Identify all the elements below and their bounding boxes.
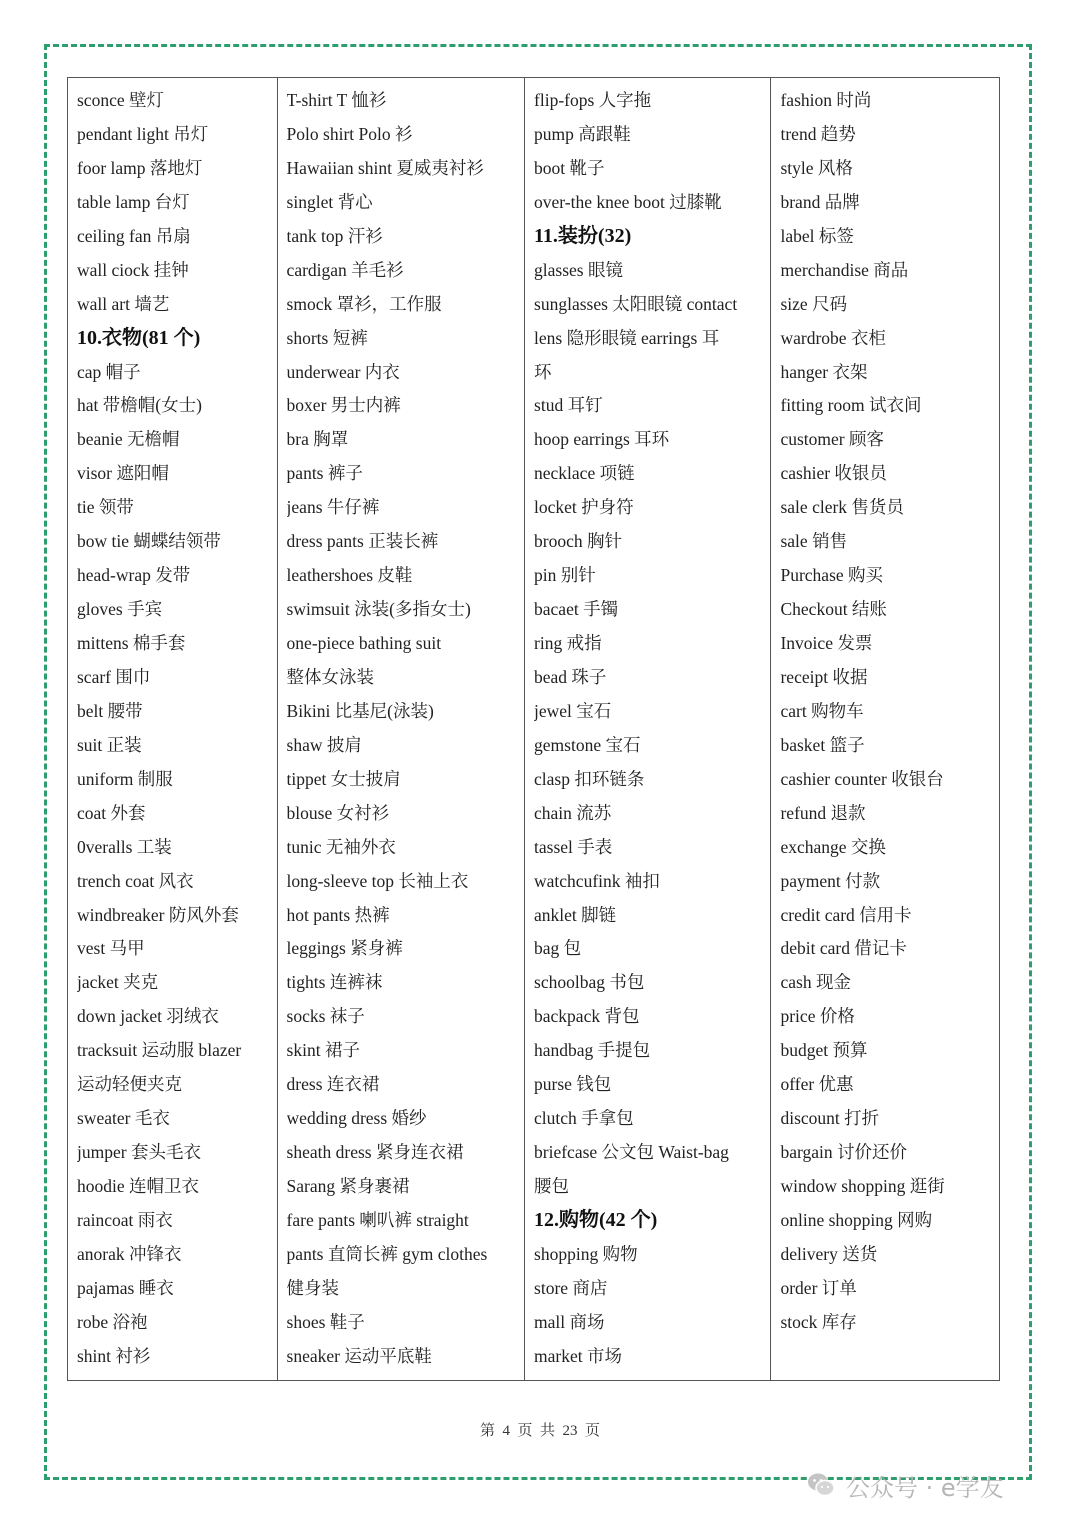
- vocab-entry: visor 遮阳帽: [77, 463, 169, 484]
- vocab-entry: locket 护身符: [534, 497, 634, 518]
- vocab-entry: hot pants 热裤: [286, 904, 390, 925]
- vocab-entry: tassel 手表: [534, 836, 613, 857]
- vocab-entry: raincoat 雨衣: [77, 1209, 173, 1230]
- vocab-entry: refund 退款: [780, 802, 866, 823]
- vocab-entry: hoodie 连帽卫衣: [77, 1176, 200, 1196]
- vocab-entry: wedding dress 婚纱: [286, 1108, 427, 1129]
- vocab-entry: cap 帽子: [77, 361, 141, 382]
- vocab-entry: suit 正装: [77, 734, 142, 755]
- vocab-entry: gloves 手宾: [77, 599, 163, 620]
- vocab-entry: flip-fops 人字拖: [534, 90, 652, 110]
- vocab-entry: wall art 墙艺: [77, 293, 170, 314]
- vocab-entry: bacaet 手镯: [534, 599, 619, 620]
- vocab-entry: wall ciock 挂钟: [77, 259, 189, 280]
- vocab-entry: dress pants 正装长裤: [286, 531, 439, 552]
- vocab-entry: bow tie 蝴蝶结领带: [77, 531, 221, 552]
- vocab-entry: shorts 短裤: [286, 327, 368, 348]
- vocab-entry: coat 外套: [77, 802, 146, 823]
- vocab-entry: shopping 购物: [534, 1243, 638, 1264]
- vocab-entry: trench coat 风衣: [77, 870, 194, 891]
- vocab-entry: 运动轻便夹克: [77, 1074, 182, 1095]
- vocab-entry: 健身装: [286, 1277, 340, 1298]
- vocab-entry: sunglasses 太阳眼镜 contact: [534, 293, 738, 314]
- vocab-entry: handbag 手提包: [534, 1040, 651, 1061]
- vocab-entry: sheath dress 紧身连衣裙: [286, 1142, 464, 1163]
- vocab-entry: ceiling fan 吊扇: [77, 225, 191, 246]
- vocab-entry: cashier counter 收银台: [780, 768, 944, 789]
- vocab-entry: budget 预算: [780, 1040, 868, 1061]
- vocab-entry: mittens 棉手套: [77, 633, 186, 653]
- vocab-entry: watchcufink 袖扣: [534, 870, 660, 891]
- vocab-entry: Checkout 结账: [780, 599, 887, 620]
- vocab-entry: debit card 借记卡: [780, 938, 907, 959]
- vocab-entry: sneaker 运动平底鞋: [286, 1345, 432, 1366]
- vocab-entry: clutch 手拿包: [534, 1108, 634, 1129]
- vocab-entry: shint 衬衫: [77, 1345, 151, 1366]
- vocab-entry: Polo shirt Polo 衫: [286, 123, 413, 144]
- vocab-entry: shaw 披肩: [286, 734, 362, 755]
- vocab-entry: table lamp 台灯: [77, 191, 190, 212]
- vocab-entry: jewel 宝石: [534, 700, 612, 721]
- vocab-entry: label 标签: [780, 225, 854, 246]
- vocab-entry: glasses 眼镜: [534, 259, 623, 280]
- page-number-footer: 第 4 页 共 23 页: [479, 1423, 600, 1439]
- vocab-entry: tracksuit 运动服 blazer: [77, 1040, 242, 1061]
- vocab-entry: tights 连裤袜: [286, 972, 383, 993]
- vocab-entry: sale clerk 售货员: [780, 497, 904, 518]
- vocab-entry: stock 库存: [780, 1311, 857, 1332]
- vocab-entry: jumper 套头毛衣: [77, 1142, 201, 1163]
- vocab-entry: Bikini 比基尼(泳装): [286, 700, 434, 721]
- vocab-entry: pendant light 吊灯: [77, 123, 209, 144]
- vocab-entry: stud 耳钉: [534, 395, 603, 416]
- vocab-entry: cardigan 羊毛衫: [286, 259, 404, 280]
- vocab-entry: robe 浴袍: [77, 1311, 148, 1332]
- vocab-entry: jacket 夹克: [77, 972, 159, 993]
- vocab-entry: tippet 女士披肩: [286, 768, 401, 789]
- vocab-entry: uniform 制服: [77, 768, 173, 789]
- vocab-entry: sale 销售: [780, 531, 848, 552]
- vocab-entry: hoop earrings 耳环: [534, 429, 670, 450]
- vocab-entry: necklace 项链: [534, 463, 635, 484]
- vocab-entry: 环: [534, 361, 552, 382]
- vocab-entry: fitting room 试衣间: [780, 395, 922, 416]
- vocab-entry: boot 靴子: [534, 157, 605, 178]
- vocab-entry: over-the knee boot 过膝靴: [534, 191, 722, 212]
- vocab-entry: pajamas 睡衣: [77, 1277, 174, 1298]
- vocab-entry: store 商店: [534, 1277, 608, 1298]
- vocab-entry: bag 包: [534, 938, 582, 959]
- vocab-entry: 整体女泳装: [286, 666, 375, 687]
- wechat-icon: [806, 1470, 836, 1500]
- vocab-entry: foor lamp 落地灯: [77, 157, 203, 178]
- vocab-entry: schoolbag 书包: [534, 972, 645, 993]
- vocab-entry: windbreaker 防风外套: [77, 904, 239, 925]
- vocab-entry: Sarang 紧身裹裙: [286, 1176, 410, 1196]
- vocab-entry: underwear 内衣: [286, 361, 400, 382]
- vocab-entry: purse 钱包: [534, 1074, 612, 1095]
- section-heading: 10.衣物(81 个): [77, 326, 201, 349]
- vocab-entry: trend 趋势: [780, 123, 856, 144]
- vocab-entry: receipt 收据: [780, 666, 868, 687]
- vocab-entry: customer 顾客: [780, 429, 885, 450]
- vocab-entry: head-wrap 发带: [77, 565, 191, 586]
- vocab-entry: leggings 紧身裤: [286, 938, 403, 959]
- vocab-entry: singlet 背心: [286, 191, 373, 212]
- vocab-entry: skint 裙子: [286, 1040, 360, 1061]
- vocab-entry: Invoice 发票: [780, 633, 873, 653]
- vocab-entry: one-piece bathing suit: [286, 633, 442, 653]
- vocab-entry: anorak 冲锋衣: [77, 1243, 182, 1264]
- vocab-entry: gemstone 宝石: [534, 734, 641, 755]
- vocab-entry: anklet 脚链: [534, 904, 617, 925]
- vocab-entry: dress 连衣裙: [286, 1074, 380, 1095]
- section-heading: 11.装扮(32): [534, 224, 632, 247]
- vocab-entry: exchange 交换: [780, 836, 886, 857]
- vocab-entry: 0veralls 工装: [77, 836, 172, 857]
- watermark-text: 公众号 · e学友: [846, 1473, 1004, 1502]
- vocab-entry: brooch 胸针: [534, 531, 622, 552]
- table-column-2: [278, 78, 525, 1380]
- vocab-entry: belt 腰带: [77, 700, 143, 721]
- table-column-1: [68, 78, 278, 1380]
- vocab-entry: payment 付款: [780, 870, 881, 891]
- vocab-entry: blouse 女衬衫: [286, 802, 390, 823]
- table-column-4: [771, 78, 999, 1380]
- vocab-entry: merchandise 商品: [780, 259, 909, 280]
- vocab-entry: sconce 壁灯: [77, 90, 164, 110]
- vocab-entry: tunic 无袖外衣: [286, 836, 396, 857]
- vocab-entry: style 风格: [780, 157, 853, 178]
- vocab-entry: credit card 信用卡: [780, 904, 912, 925]
- vocab-entry: basket 篮子: [780, 734, 865, 755]
- vocab-entry: chain 流苏: [534, 802, 612, 823]
- vocab-entry: pants 裤子: [286, 463, 363, 484]
- watermark: [806, 1468, 1056, 1502]
- vocab-entry: smock 罩衫，工作服: [286, 293, 442, 314]
- vocab-entry: pants 直筒长裤 gym clothes: [286, 1243, 488, 1264]
- vocab-entry: cashier 收银员: [780, 463, 887, 484]
- vocab-entry: vest 马甲: [77, 938, 145, 959]
- vocab-entry: window shopping 逛街: [780, 1176, 945, 1196]
- vocab-entry: T-shirt T 恤衫: [286, 90, 387, 110]
- vocab-entry: sweater 毛衣: [77, 1108, 170, 1129]
- vocab-entry: tank top 汗衫: [286, 225, 383, 246]
- vocab-entry: bargain 讨价还价: [780, 1142, 908, 1163]
- vocab-entry: price 价格: [780, 1006, 855, 1027]
- vocab-entry: briefcase 公文包 Waist-bag: [534, 1142, 729, 1163]
- vocab-entry: wardrobe 衣柜: [780, 327, 886, 348]
- vocab-entry: socks 袜子: [286, 1006, 365, 1027]
- vocab-entry: discount 打折: [780, 1108, 880, 1129]
- vocab-entry: fare pants 喇叭裤 straight: [286, 1209, 469, 1230]
- vocab-entry: order 订单: [780, 1277, 857, 1298]
- vocab-entry: mall 商场: [534, 1311, 605, 1332]
- vocab-entry: ring 戒指: [534, 633, 602, 653]
- vocab-entry: scarf 围巾: [77, 666, 151, 687]
- vocab-entry: boxer 男士内裤: [286, 395, 401, 416]
- vocab-entry: size 尺码: [780, 293, 848, 314]
- vocab-entry: delivery 送货: [780, 1243, 878, 1264]
- vocab-entry: long-sleeve top 长袖上衣: [286, 870, 469, 891]
- vocab-entry: Hawaiian shint 夏威夷衬衫: [286, 157, 484, 178]
- vocab-entry: tie 领带: [77, 497, 134, 518]
- vocab-entry: cart 购物车: [780, 700, 864, 721]
- vocab-entry: brand 品牌: [780, 191, 860, 212]
- table-column-3: [525, 78, 771, 1380]
- vocab-entry: online shopping 网购: [780, 1209, 933, 1230]
- vocabulary-table: [67, 77, 1000, 1381]
- vocab-entry: pump 高跟鞋: [534, 123, 631, 144]
- vocab-entry: offer 优惠: [780, 1074, 854, 1095]
- vocab-entry: bra 胸罩: [286, 429, 349, 450]
- vocab-entry: shoes 鞋子: [286, 1311, 365, 1332]
- vocab-entry: beanie 无檐帽: [77, 429, 180, 450]
- vocab-entry: market 市场: [534, 1345, 622, 1366]
- vocab-entry: clasp 扣环链条: [534, 768, 645, 789]
- vocab-entry: 腰包: [534, 1176, 570, 1196]
- vocab-entry: jeans 牛仔裤: [286, 497, 380, 518]
- vocab-entry: fashion 时尚: [780, 90, 872, 110]
- section-heading: 12.购物(42 个): [534, 1208, 658, 1231]
- vocab-entry: bead 珠子: [534, 666, 607, 687]
- vocab-entry: hanger 衣架: [780, 361, 868, 382]
- vocab-entry: backpack 背包: [534, 1006, 640, 1027]
- vocab-entry: hat 带檐帽(女士): [77, 395, 202, 416]
- vocab-entry: leathershoes 皮鞋: [286, 565, 413, 586]
- vocab-entry: down jacket 羽绒衣: [77, 1006, 219, 1027]
- vocab-entry: cash 现金: [780, 972, 851, 993]
- vocab-entry: swimsuit 泳装(多指女士): [286, 599, 471, 620]
- vocab-entry: pin 别针: [534, 565, 596, 586]
- vocab-entry: Purchase 购买: [780, 565, 884, 586]
- vocab-entry: lens 隐形眼镜 earrings 耳: [534, 327, 720, 348]
